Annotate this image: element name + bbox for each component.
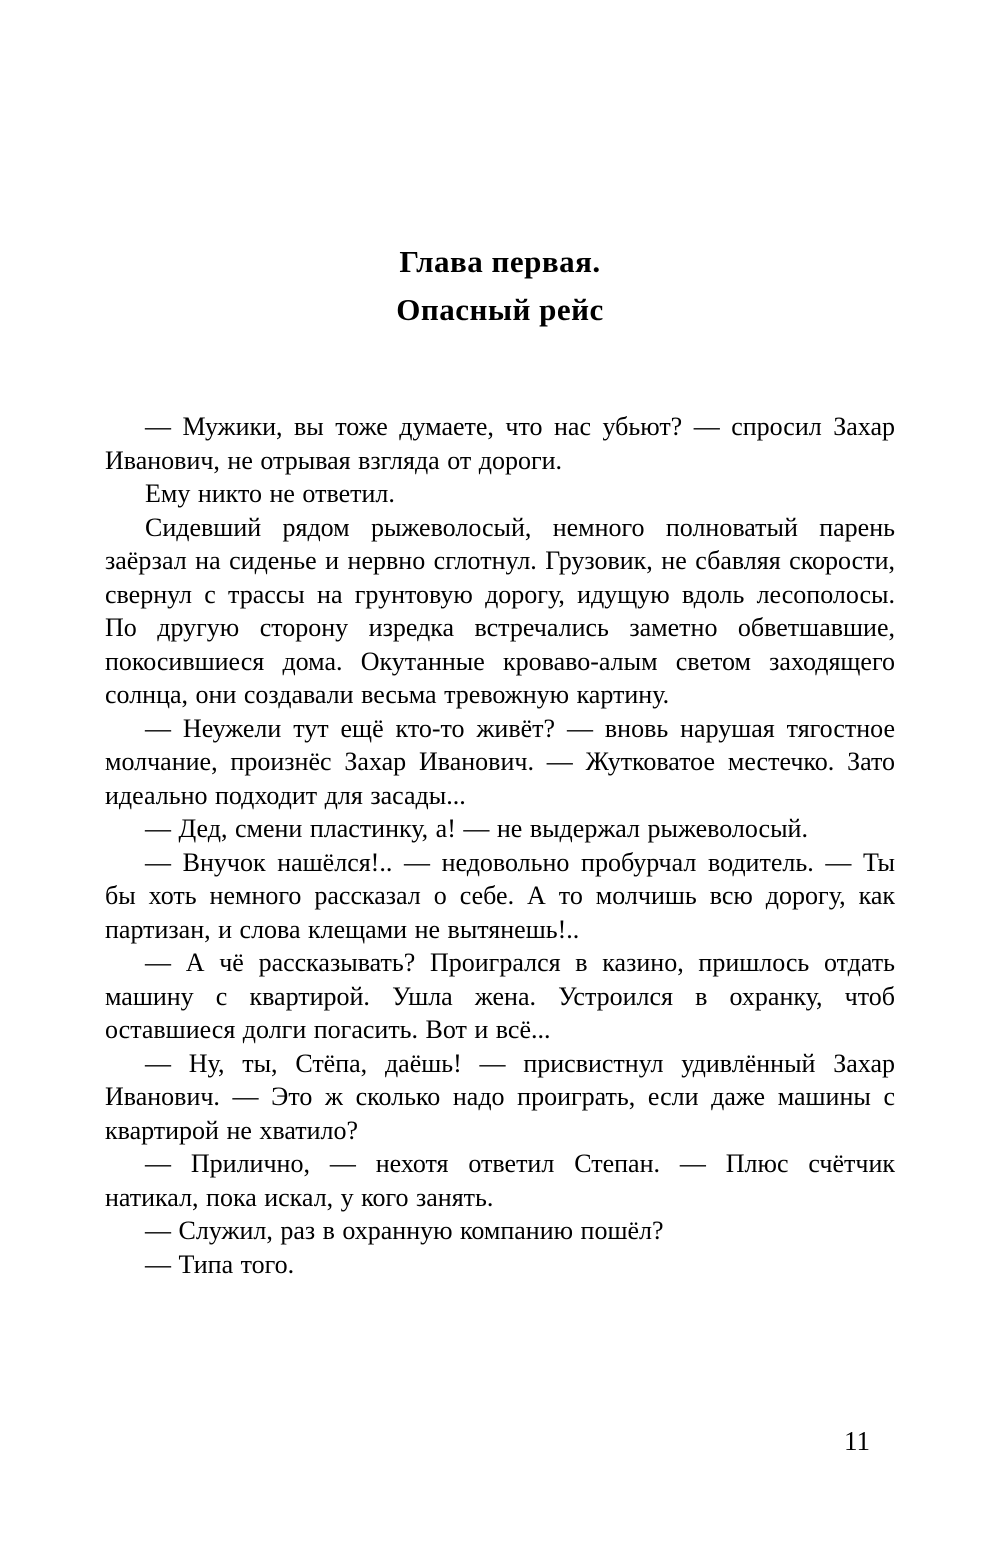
paragraph: — Дед, смени пластинку, а! — не выдержал рыжеволосый.	[145, 814, 808, 843]
paragraph: — Прилично, — нехотя ответил Степан. — Плюс счётчик натикал, пока искал, у кого занять.	[105, 1149, 895, 1212]
paragraph: — А чё рассказывать? Проигрался в казино, пришлось отдать машину с квартирой. Ушла жена. Устроился в охранку, чтоб оставшиеся долги погасить. Вот и всё...	[105, 948, 895, 1044]
paragraph: — Типа того.	[145, 1249, 295, 1279]
paragraph: — Служил, раз в охранную компанию пошёл?	[145, 1216, 664, 1245]
page-number: 11	[844, 1426, 870, 1456]
paragraph: — Мужики, вы тоже думаете, что нас убьют? — спросил Захар Иванович, не отрывая взгляда от дороги.	[105, 412, 895, 475]
chapter-title-line-1: Глава первая.	[399, 244, 601, 279]
paragraph: — Ну, ты, Стёпа, даёшь! — присвистнул удивлённый Захар Иванович. — Это ж сколько надо проиграть, если даже машины с квартирой не хватило?	[105, 1048, 895, 1145]
paragraph: — Внучок нашёлся!.. — недовольно пробурчал водитель. — Ты бы хоть немного рассказал о себе. А то молчишь всю дорогу, как партизан, и слова клещами не вытянешь!..	[105, 847, 895, 944]
chapter-title-line-2: Опасный рейс	[396, 292, 604, 327]
body-text	[105, 410, 895, 1281]
paragraph: Сидевший рядом рыжеволосый, немного полноватый парень заёрзал на сиденье и нервно сглотнул. Грузовик, не сбавляя скорости, свернул с трассы на грунтовую дорогу, идущую вдоль лесополосы. По другую сторону изредка встречались заметно обветшавшие, покосившиеся дома. Окутанные кроваво-алым светом заходящего солнца, они создавали весьма тревожную картину.	[105, 512, 895, 709]
paragraph: — Неужели тут ещё кто-то живёт? — вновь нарушая тягостное молчание, произнёс Захар Иванович. — Жутковатое местечко. Зато идеально подходит для засады...	[105, 713, 895, 810]
paragraph: Ему никто не ответил.	[145, 479, 395, 508]
chapter-title	[105, 238, 895, 334]
